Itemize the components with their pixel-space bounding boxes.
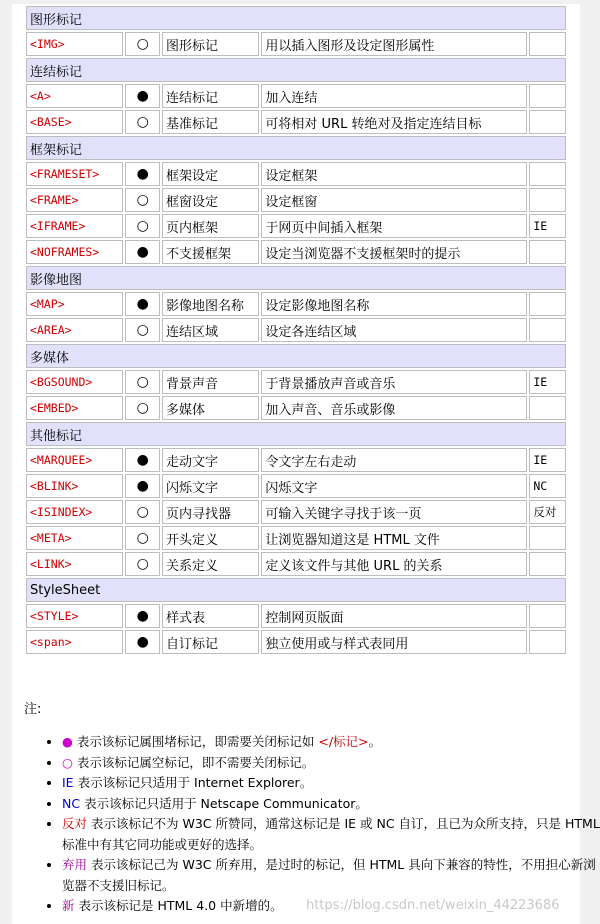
note-closing-tag-example: </标记> (318, 734, 369, 749)
note-cell (529, 292, 566, 316)
note-marker: 反对 (62, 816, 88, 831)
note-text: 表示该标记是 HTML 4.0 中新增的。 (74, 898, 283, 913)
symbol-cell: ○ (125, 500, 160, 524)
note-cell (529, 552, 566, 576)
section-row (26, 578, 566, 602)
note-cell (529, 630, 566, 654)
tag-cell: <IFRAME> (26, 214, 123, 238)
symbol-cell: ○ (125, 110, 160, 134)
tag-cell: <A> (26, 84, 123, 108)
description-cell: 设定影像地图名称 (261, 292, 527, 316)
note-end: 。 (368, 734, 382, 749)
description-cell: 于网页中间插入框架 (261, 214, 527, 238)
description-cell: 闪烁文字 (261, 474, 527, 498)
description-cell: 于背景播放声音或音乐 (261, 370, 527, 394)
name-cell: 关系定义 (162, 552, 259, 576)
tag-row (26, 84, 566, 108)
note-item (62, 732, 600, 753)
symbol-cell: ● (125, 604, 160, 628)
tag-cell: <span> (26, 630, 123, 654)
description-cell: 可将相对 URL 转绝对及指定连结目标 (261, 110, 527, 134)
tag-row (26, 214, 566, 238)
description-cell: 设定框架 (261, 162, 527, 186)
note-cell: IE (529, 370, 566, 394)
symbol-cell: ○ (125, 526, 160, 550)
name-cell: 走动文字 (162, 448, 259, 472)
name-cell: 背景声音 (162, 370, 259, 394)
name-cell: 自订标记 (162, 630, 259, 654)
note-marker: 弃用 (62, 857, 88, 872)
tag-row (26, 110, 566, 134)
note-cell (529, 240, 566, 264)
section-row (26, 422, 566, 446)
section-title: 图形标记 (26, 6, 566, 30)
tag-row (26, 500, 566, 524)
note-cell (529, 318, 566, 342)
description-cell: 用以插入图形及设定图形属性 (261, 32, 527, 56)
tag-row (26, 474, 566, 498)
tag-row (26, 448, 566, 472)
tag-cell: <NOFRAMES> (26, 240, 123, 264)
note-cell: IE (529, 448, 566, 472)
section-title: 其他标记 (26, 422, 566, 446)
section-row (26, 344, 566, 368)
symbol-cell: ○ (125, 370, 160, 394)
tag-row (26, 188, 566, 212)
note-item (62, 814, 600, 855)
symbol-cell: ● (125, 240, 160, 264)
section-row (26, 6, 566, 30)
section-title: 影像地图 (26, 266, 566, 290)
name-cell: 不支援框架 (162, 240, 259, 264)
name-cell: 页内寻找器 (162, 500, 259, 524)
note-cell (529, 32, 566, 56)
note-text: 表示该标记只适用于 Netscape Communicator。 (80, 795, 368, 811)
symbol-cell: ○ (125, 396, 160, 420)
tag-row (26, 370, 566, 394)
description-cell: 令文字左右走动 (261, 448, 527, 472)
symbol-cell: ● (125, 292, 160, 316)
description-cell: 加入声音、音乐或影像 (261, 396, 527, 420)
note-cell (529, 396, 566, 420)
left-border (0, 0, 12, 924)
tag-row (26, 292, 566, 316)
tag-cell: <IMG> (26, 32, 123, 56)
tag-row (26, 240, 566, 264)
name-cell: 框架设定 (162, 162, 259, 186)
note-marker: ○ (62, 754, 73, 770)
tag-cell: <BASE> (26, 110, 123, 134)
symbol-cell: ○ (125, 188, 160, 212)
section-title: StyleSheet (26, 578, 566, 602)
note-marker: 新 (62, 898, 75, 913)
symbol-cell: ○ (125, 552, 160, 576)
tags-table-body (26, 6, 566, 654)
note-cell (529, 526, 566, 550)
tag-cell: <MAP> (26, 292, 123, 316)
tag-row (26, 318, 566, 342)
description-cell: 让浏览器知道这是 HTML 文件 (261, 526, 527, 550)
description-cell: 设定各连结区域 (261, 318, 527, 342)
tag-cell: <BGSOUND> (26, 370, 123, 394)
tag-cell: <STYLE> (26, 604, 123, 628)
description-cell: 设定当浏览器不支援框架时的提示 (261, 240, 527, 264)
note-cell (529, 84, 566, 108)
description-cell: 独立使用或与样式表同用 (261, 630, 527, 654)
name-cell: 连结标记 (162, 84, 259, 108)
tag-cell: <BLINK> (26, 474, 123, 498)
html-tags-table (24, 4, 568, 656)
note-item (62, 773, 600, 794)
note-marker: NC (62, 795, 81, 811)
section-title: 多媒体 (26, 344, 566, 368)
symbol-cell: ● (125, 84, 160, 108)
tag-row (26, 32, 566, 56)
note-cell (529, 188, 566, 212)
note-marker: ● (62, 734, 73, 749)
watermark: https://blog.csdn.net/weixin_44223686 (306, 898, 560, 913)
section-row (26, 266, 566, 290)
symbol-cell: ● (125, 162, 160, 186)
note-cell: NC (529, 474, 566, 498)
notes-list (44, 732, 600, 917)
section-row (26, 136, 566, 160)
note-cell (529, 162, 566, 186)
description-cell: 控制网页版面 (261, 604, 527, 628)
note-text: 表示该标记属围堵标记，即需要关闭标记如 (72, 734, 319, 749)
tag-row (26, 552, 566, 576)
symbol-cell: ○ (125, 318, 160, 342)
name-cell: 样式表 (162, 604, 259, 628)
note-item (62, 753, 600, 774)
description-cell: 可输入关键字寻找于该一页 (261, 500, 527, 524)
tag-row (26, 604, 566, 628)
note-text: 表示该标记属空标记，即不需要关闭标记。 (72, 754, 315, 770)
symbol-cell: ● (125, 448, 160, 472)
note-cell (529, 110, 566, 134)
tag-row (26, 396, 566, 420)
name-cell: 图形标记 (162, 32, 259, 56)
note-cell: IE (529, 214, 566, 238)
tag-row (26, 630, 566, 654)
tag-cell: <FRAME> (26, 188, 123, 212)
symbol-cell: ○ (125, 32, 160, 56)
description-cell: 设定框窗 (261, 188, 527, 212)
note-item (62, 794, 600, 815)
description-cell: 定义该文件与其他 URL 的关系 (261, 552, 527, 576)
name-cell: 连结区域 (162, 318, 259, 342)
symbol-cell: ● (125, 630, 160, 654)
name-cell: 框窗设定 (162, 188, 259, 212)
description-cell: 加入连结 (261, 84, 527, 108)
note-marker: IE (62, 775, 74, 790)
name-cell: 页内框架 (162, 214, 259, 238)
name-cell: 开头定义 (162, 526, 259, 550)
tag-row (26, 526, 566, 550)
symbol-cell: ○ (125, 214, 160, 238)
tag-cell: <EMBED> (26, 396, 123, 420)
tag-row (26, 162, 566, 186)
tag-cell: <AREA> (26, 318, 123, 342)
note-cell: 反对 (529, 500, 566, 524)
note-item (62, 855, 600, 896)
symbol-cell: ● (125, 474, 160, 498)
section-title: 连结标记 (26, 58, 566, 82)
note-text: 表示该标记只适用于 Internet Explorer。 (73, 775, 313, 790)
note-text: 表示该标记己为 W3C 所弃用，是过时的标记，但 HTML 具向下兼容的特性，不用担心新浏览器不支援旧标记。 (62, 857, 596, 893)
section-title: 框架标记 (26, 136, 566, 160)
name-cell: 多媒体 (162, 396, 259, 420)
name-cell: 闪烁文字 (162, 474, 259, 498)
tag-cell: <LINK> (26, 552, 123, 576)
name-cell: 影像地图名称 (162, 292, 259, 316)
tag-cell: <META> (26, 526, 123, 550)
name-cell: 基准标记 (162, 110, 259, 134)
notes-title: 注: (24, 702, 42, 717)
tag-cell: <ISINDEX> (26, 500, 123, 524)
note-text: 表示该标记不为 W3C 所赞同，通常这标记是 IE 或 NC 自订，且已为众所支持，只是 HTML 标准中有其它同功能或更好的选择。 (62, 816, 600, 852)
tag-cell: <FRAMESET> (26, 162, 123, 186)
note-cell (529, 604, 566, 628)
tag-cell: <MARQUEE> (26, 448, 123, 472)
section-row (26, 58, 566, 82)
